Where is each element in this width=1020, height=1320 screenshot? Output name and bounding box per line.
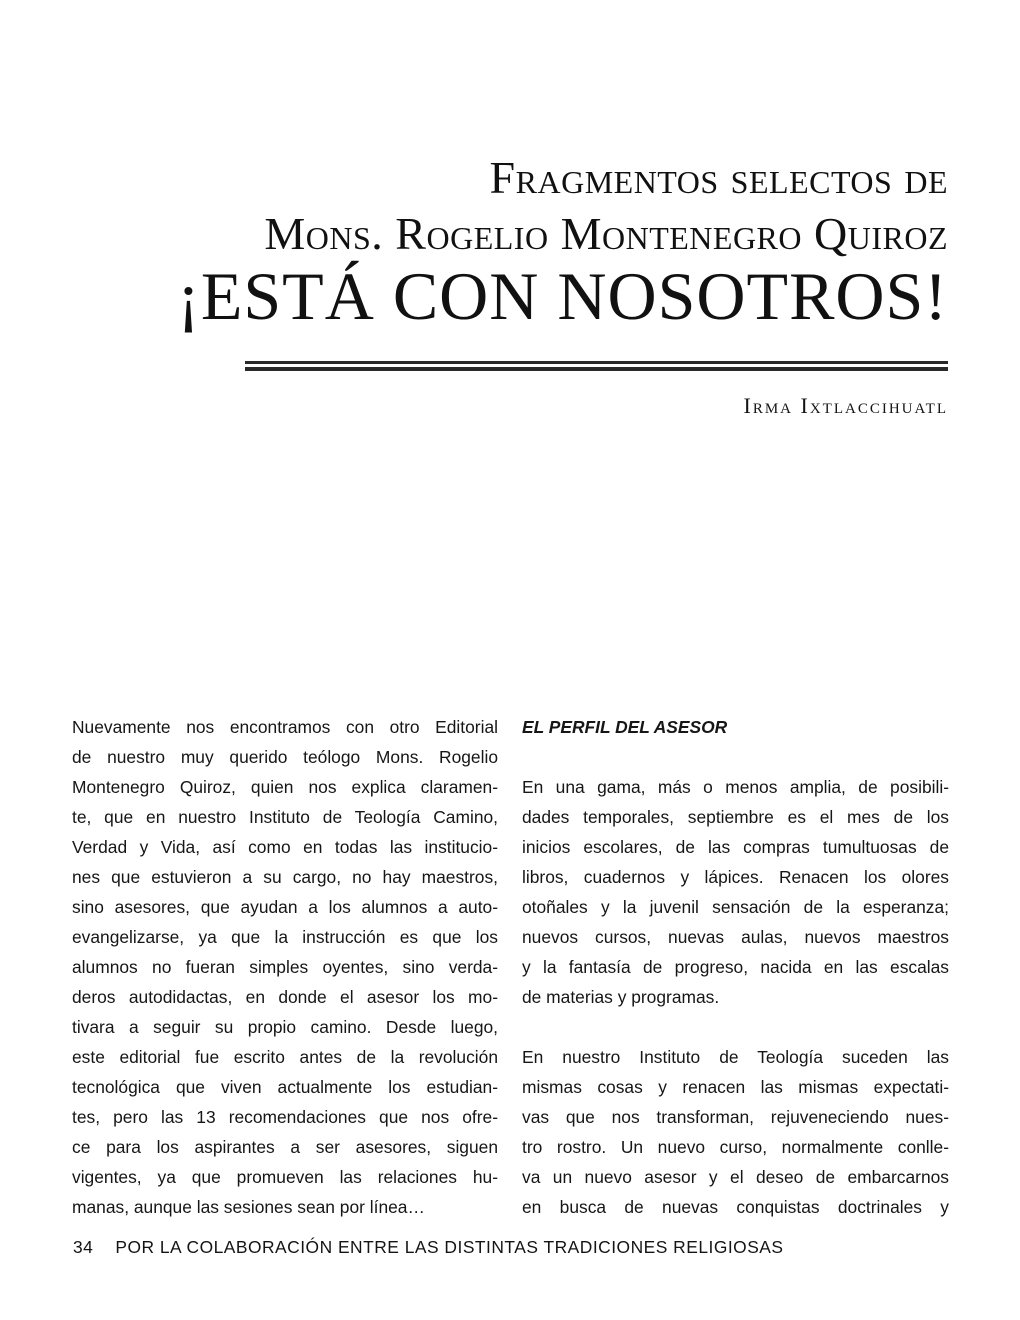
text-line: En nuestro Instituto de Teología suceden las	[522, 1047, 949, 1067]
text-line: alumnos no fueran simples oyentes, sino verda-	[72, 957, 498, 977]
footer-text: POR LA COLABORACIÓN ENTRE LAS DISTINTAS TRADICIONES RELIGIOSAS	[115, 1237, 784, 1257]
right-column	[522, 712, 949, 1222]
text-line: libros, cuadernos y lápices. Renacen los olores	[522, 867, 949, 887]
article-title	[68, 150, 948, 334]
text-line: te, que en nuestro Instituto de Teología Camino,	[72, 807, 498, 827]
text-line: Verdad y Vida, así como en todas las institucio-	[72, 837, 498, 857]
text-line: tro rostro. Un nuevo curso, normalmente conlle-	[522, 1137, 949, 1157]
title-rule-thick	[245, 367, 948, 371]
paragraph-spacer	[522, 742, 949, 772]
title-rule-thin	[245, 361, 948, 364]
text-line: sino asesores, que ayudan a los alumnos a auto-	[72, 897, 498, 917]
text-line: tes, pero las 13 recomendaciones que nos ofre-	[72, 1107, 498, 1127]
title-line-2: Mons. Rogelio Montenegro Quiroz	[264, 208, 948, 259]
text-line: vigentes, ya que promueven las relaciones hu-	[72, 1167, 498, 1187]
text-line: en busca de nuevas conquistas doctrinales y	[522, 1197, 949, 1217]
text-line: y la fantasía de progreso, nacida en las escalas	[522, 957, 949, 977]
text-line: inicios escolares, de las compras tumultuosas de	[522, 837, 949, 857]
text-line: este editorial fue escrito antes de la revolución	[72, 1047, 498, 1067]
section-heading: EL PERFIL DEL ASESOR	[522, 717, 728, 737]
text-line: evangelizarse, ya que la instrucción es que los	[72, 927, 498, 947]
text-line: mismas cosas y renacen las mismas expectati-	[522, 1077, 949, 1097]
text-line: tecnológica que viven actualmente los estudian-	[72, 1077, 498, 1097]
text-line: Nuevamente nos encontramos con otro Editorial	[72, 717, 498, 737]
page-number: 34	[73, 1237, 94, 1257]
text-line: de materias y programas.	[522, 987, 720, 1007]
text-line: otoñales y la juvenil sensación de la esperanza;	[522, 897, 949, 917]
text-line: tivara a seguir su propio camino. Desde luego,	[72, 1017, 498, 1037]
text-line: nes que estuvieron a su cargo, no hay maestros,	[72, 867, 498, 887]
text-line: En una gama, más o menos amplia, de posibili-	[522, 777, 949, 797]
title-line-3: ¡ESTÁ CON NOSOTROS!	[177, 258, 948, 334]
text-line: Montenegro Quiroz, quien nos explica claramen-	[72, 777, 498, 797]
text-line: deros autodidactas, en donde el asesor los mo-	[72, 987, 498, 1007]
text-line: ce para los aspirantes a ser asesores, siguen	[72, 1137, 498, 1157]
text-line: manas, aunque las sesiones sean por línea…	[72, 1197, 425, 1217]
text-line: vas que nos transforman, rejuveneciendo nues-	[522, 1107, 949, 1127]
text-line: nuevos cursos, nuevas aulas, nuevos maestros	[522, 927, 949, 947]
left-column	[72, 712, 498, 1222]
title-line-1: Fragmentos selectos de	[489, 152, 948, 203]
text-line: dades temporales, septiembre es el mes de los	[522, 807, 949, 827]
page-footer	[73, 1237, 784, 1258]
author-name: Irma Ixtlaccihuatl	[743, 393, 948, 418]
text-line: de nuestro muy querido teólogo Mons. Rogelio	[72, 747, 498, 767]
text-line: va un nuevo asesor y el deseo de embarcarnos	[522, 1167, 949, 1187]
paragraph-spacer	[522, 1012, 949, 1042]
